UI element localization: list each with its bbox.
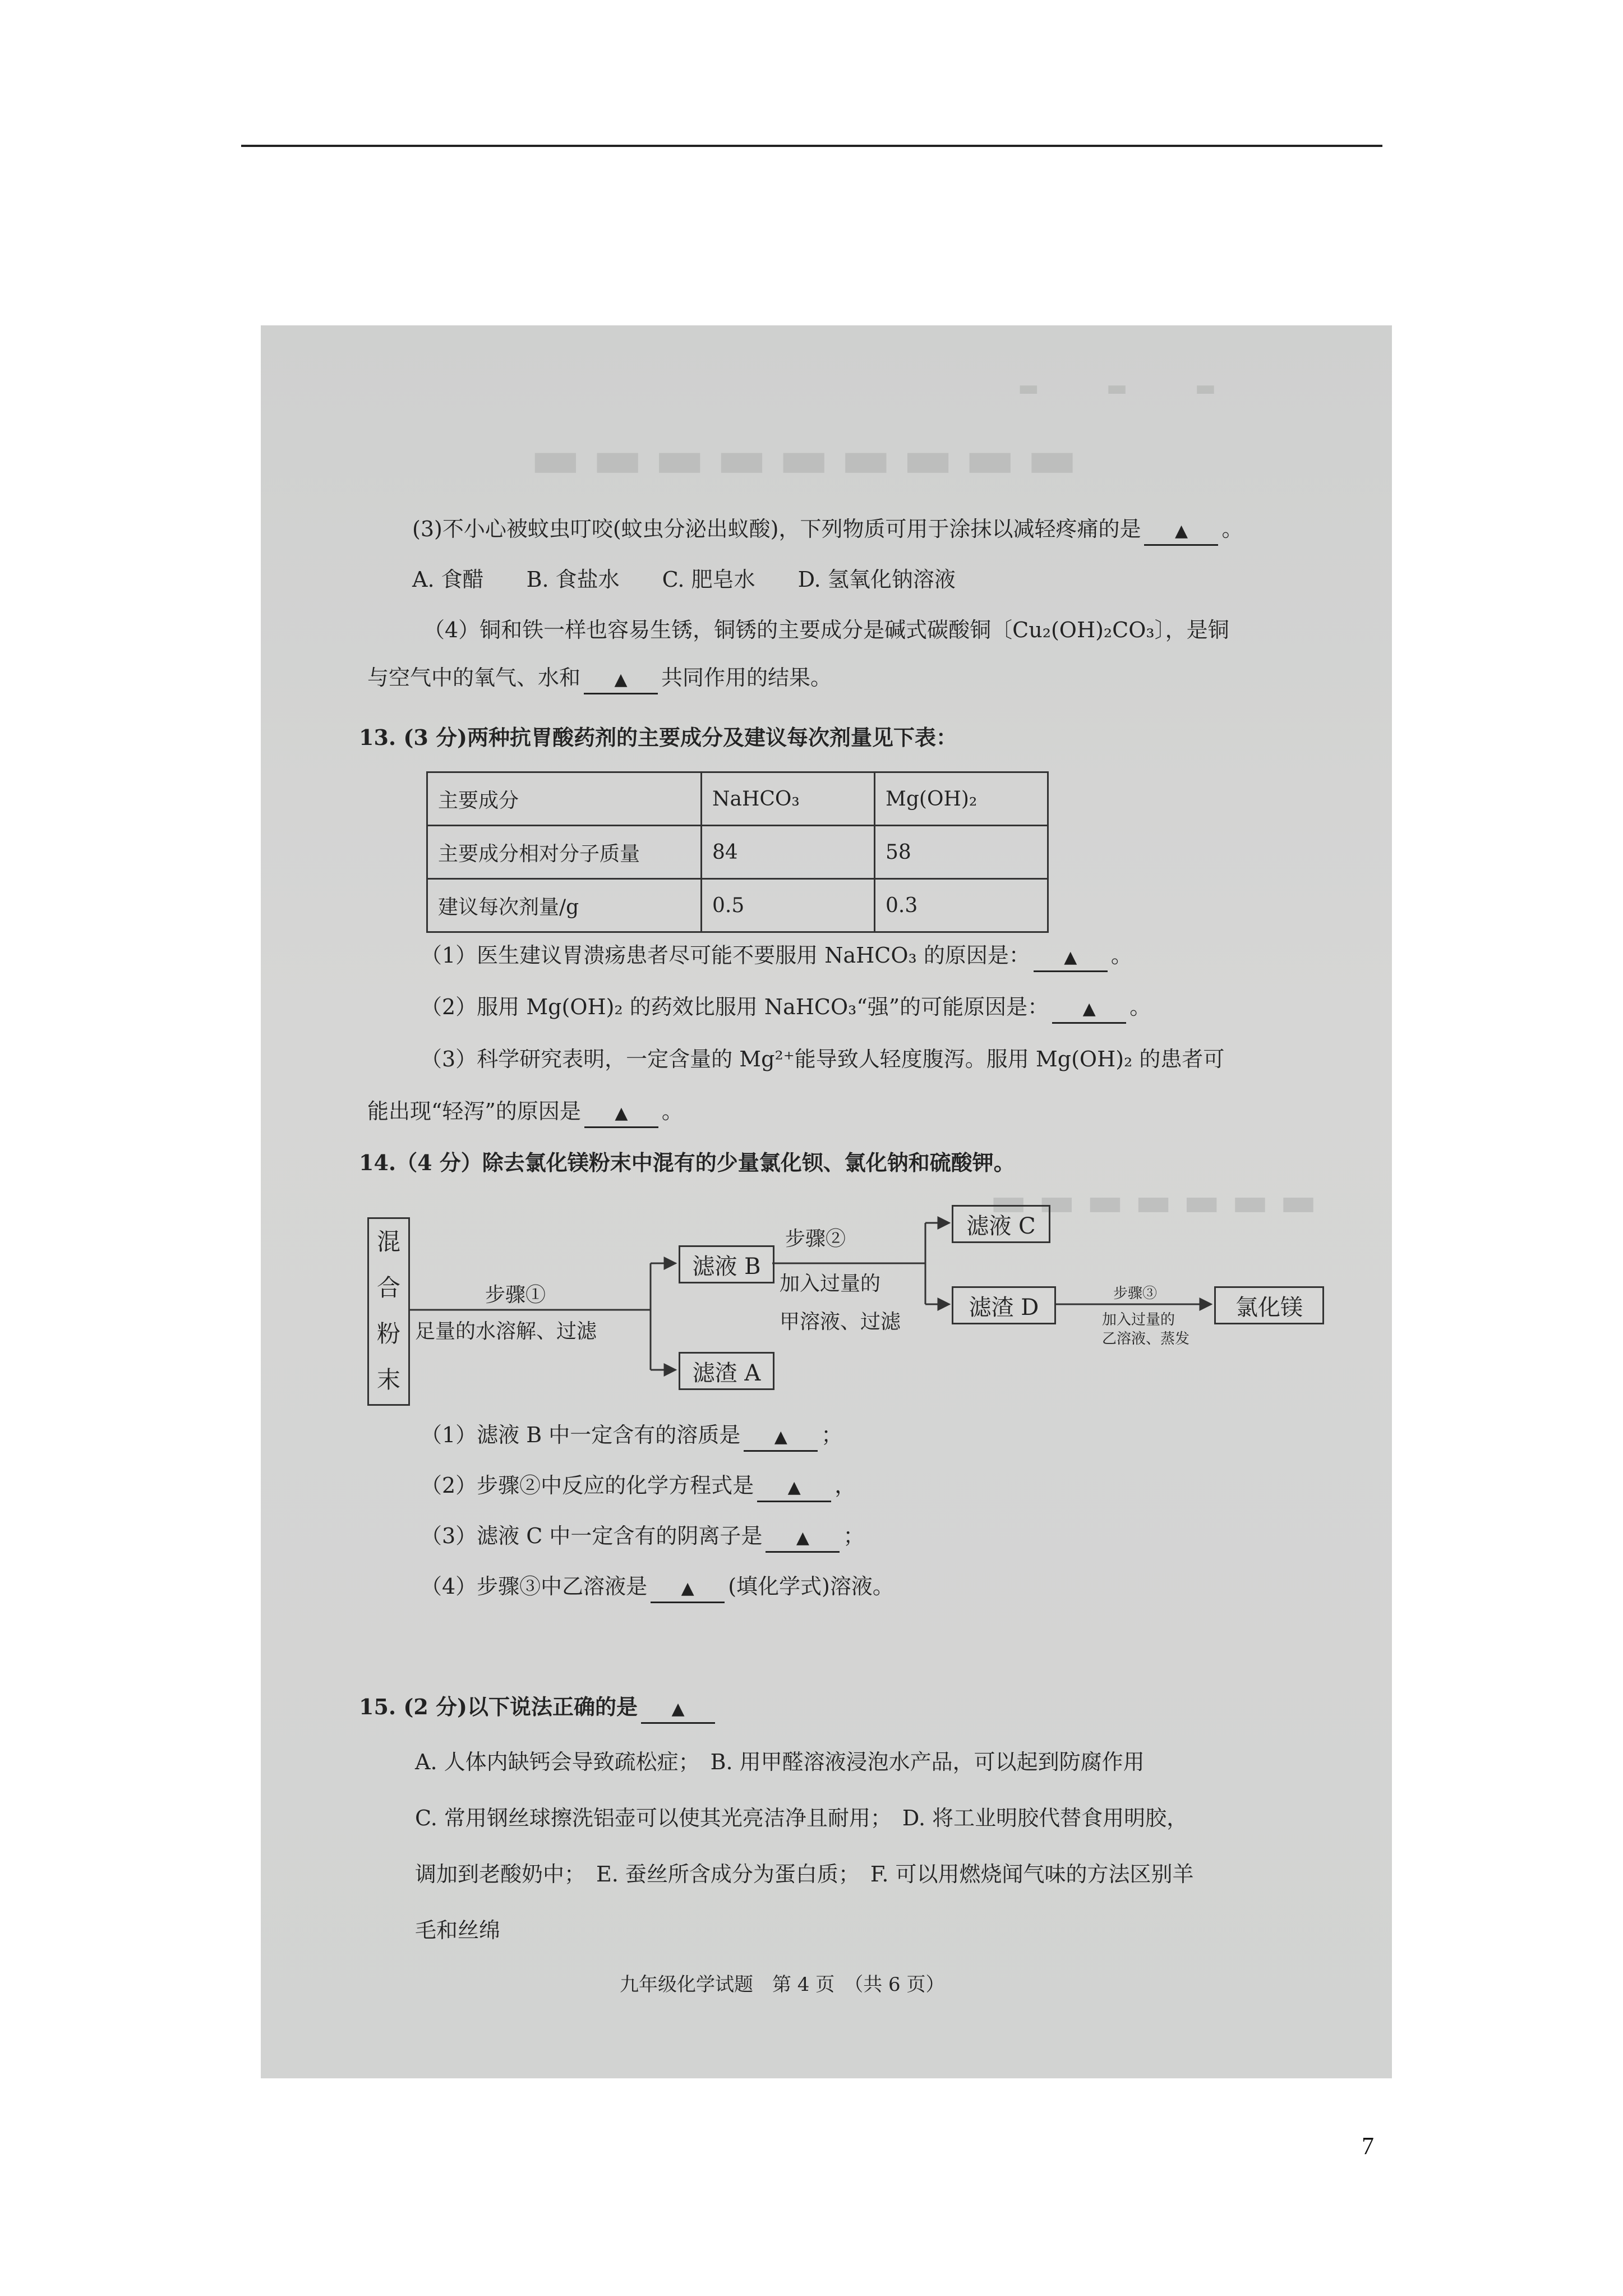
triangle-icon: ▲ [614, 670, 628, 689]
triangle-icon: ▲ [796, 1528, 809, 1548]
table-cell: 0.5 [702, 879, 875, 932]
q14-part3 [421, 1523, 864, 1553]
q12-options-text: A. 食醋 B. 食盐水 C. 肥皂水 D. 氢氧化钠溶液 [412, 567, 956, 592]
flow-residue-d: 滤渣 D [952, 1286, 1056, 1324]
q14-part1-text: （1）滤液 B 中一定含有的溶质是 [421, 1423, 741, 1447]
bleed-through-shadow: ▬▬▬▬▬▬▬ [990, 1178, 1328, 1225]
q15-line2-text: C. 常用钢丝球擦洗铝壶可以使其光亮洁净且耐用； D. 将工业明胶代替食用明胶， [415, 1806, 1188, 1830]
flow-residue-a: 滤渣 A [679, 1352, 774, 1390]
bleed-through-shadow: ▬ ▬ ▬ [1018, 375, 1216, 401]
table-cell: Mg(OH)₂ [875, 772, 1048, 826]
page-footer: 九年级化学试题 第 4 页 （共 6 页） [620, 1973, 945, 1996]
table-cell: NaHCO₃ [702, 772, 875, 826]
table-cell: 主要成分 [427, 772, 702, 826]
q15-line1-text: A. 人体内缺钙会导致疏松症； B. 用甲醛溶液浸泡水产品，可以起到防腐作用 [415, 1750, 1145, 1774]
answer-blank[interactable] [744, 1422, 818, 1452]
q14-part4-end: (填化学式)溶液。 [728, 1574, 894, 1599]
q15-heading [359, 1694, 718, 1724]
triangle-icon: ▲ [787, 1478, 801, 1497]
q14-part3-text: （3）滤液 C 中一定含有的阴离子是 [421, 1524, 763, 1548]
q12-part4-a-text: （4）铜和铁一样也容易生锈，铜锈的主要成分是碱式碳酸铜〔Cu₂(OH)₂CO₃〕，是铜 [423, 618, 1229, 642]
answer-blank[interactable] [757, 1473, 831, 1502]
table-cell: 0.3 [875, 879, 1048, 932]
flow-start-mixed-powder: 混合粉末 [367, 1217, 410, 1406]
flow-step2-reagent: 加入过量的 [780, 1272, 881, 1295]
q15-line1 [415, 1749, 1145, 1775]
q14-part1-end: ； [821, 1423, 843, 1447]
table-cell: 58 [875, 826, 1048, 879]
page-number: 7 [1362, 2132, 1374, 2160]
q15-heading-text: 15. (2 分)以下说法正确的是 [359, 1694, 638, 1719]
triangle-icon: ▲ [681, 1579, 694, 1598]
table-cell: 建议每次剂量/g [427, 879, 702, 932]
q14-part2-text: （2）步骤②中反应的化学方程式是 [421, 1473, 754, 1498]
q13-part1-end: 。 [1110, 943, 1132, 968]
flow-product-magnesium-chloride: 氯化镁 [1214, 1286, 1324, 1324]
q13-part3-a-text: （3）科学研究表明，一定含量的 Mg²⁺能导致人轻度腹泻。服用 Mg(OH)₂ 的患者可 [421, 1047, 1225, 1071]
q15-line3-text: 调加到老酸奶中； E. 蚕丝所含成分为蛋白质； F. 可以用燃烧闻气味的方法区别羊 [415, 1862, 1194, 1887]
q15-line4-text: 毛和丝绵 [415, 1918, 501, 1943]
q13-part2-text: （2）服用 Mg(OH)₂ 的药效比服用 NaHCO₃“强”的可能原因是： [421, 995, 1049, 1019]
q14-part1 [421, 1422, 842, 1452]
q12-part3-end: 。 [1221, 517, 1243, 541]
exam-photo [261, 325, 1392, 2078]
answer-blank[interactable] [641, 1694, 715, 1724]
triangle-icon: ▲ [615, 1103, 628, 1123]
flow-step3-condition: 乙溶液、蒸发 [1102, 1331, 1190, 1347]
bleed-through-shadow: ▬▬▬▬▬▬▬▬▬ [530, 426, 1089, 490]
flow-step1-label: 步骤① [485, 1283, 546, 1306]
q12-part4-b-end: 共同作用的结果。 [661, 665, 832, 690]
q12-part4-b-text: 与空气中的氧气、水和 [367, 665, 581, 690]
table-cell: 主要成分相对分子质量 [427, 826, 702, 879]
q15-line4 [415, 1917, 500, 1943]
q14-part3-end: ； [843, 1524, 865, 1548]
flow-step3-label: 步骤③ [1113, 1285, 1158, 1302]
q14-part2-end: ， [834, 1473, 856, 1498]
q12-part3-text: (3)不小心被蚊虫叮咬(蚊虫分泌出蚁酸)，下列物质可用于涂抹以减轻疼痛的是 [412, 517, 1141, 541]
flow-step1-condition: 足量的水溶解、过滤 [415, 1320, 597, 1343]
table-cell: 84 [702, 826, 875, 879]
flow-filtrate-c: 滤液 C [952, 1205, 1050, 1243]
flow-filtrate-b: 滤液 B [679, 1245, 774, 1283]
answer-blank[interactable] [651, 1573, 725, 1603]
triangle-icon: ▲ [774, 1427, 787, 1447]
q14-heading-text: 14.（4 分）除去氯化镁粉末中混有的少量氯化钡、氯化钠和硫酸钾。 [359, 1150, 1015, 1175]
q14-part4-text: （4）步骤③中乙溶液是 [421, 1574, 648, 1599]
q14-part2 [421, 1473, 856, 1502]
q14-part4 [421, 1573, 894, 1603]
q13-part3-b-text: 能出现“轻泻”的原因是 [367, 1099, 581, 1124]
triangle-icon: ▲ [1174, 521, 1188, 541]
answer-blank[interactable] [766, 1523, 840, 1553]
q13-part1-text: （1）医生建议胃溃疡患者尽可能不要服用 NaHCO₃ 的原因是： [421, 943, 1030, 968]
flow-step2-label: 步骤② [785, 1227, 846, 1250]
q15-line2 [415, 1805, 1188, 1831]
q13-part2-end: 。 [1129, 995, 1151, 1019]
top-rule [241, 145, 1382, 147]
q13-heading-text: 13. (3 分)两种抗胃酸药剂的主要成分及建议每次剂量见下表： [359, 725, 957, 750]
flow-step3-reagent: 加入过量的 [1102, 1312, 1175, 1328]
q13-part3-b-end: 。 [661, 1099, 683, 1124]
q15-line3 [415, 1861, 1194, 1887]
triangle-icon: ▲ [1064, 947, 1077, 967]
triangle-icon: ▲ [671, 1699, 685, 1719]
flow-step2-condition: 甲溶液、过滤 [780, 1310, 901, 1333]
triangle-icon: ▲ [1082, 999, 1096, 1019]
